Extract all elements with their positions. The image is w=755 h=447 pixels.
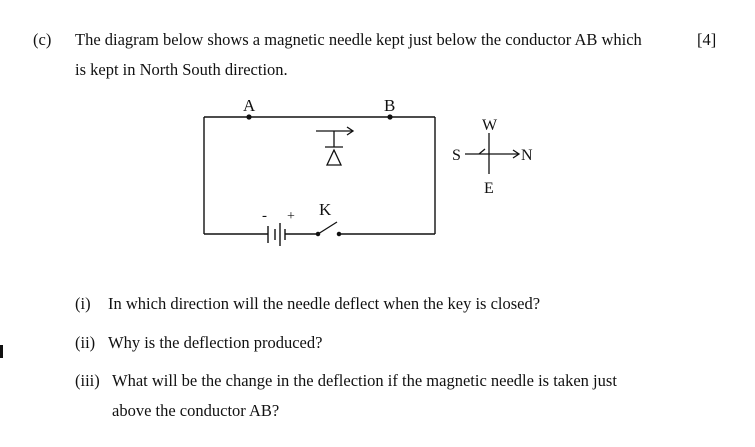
sub-question-3-continuation: above the conductor AB? [112,401,280,420]
sub-question-3-text: What will be the change in the deflection if the magnetic needle is taken just [112,371,617,390]
point-a-marker [246,114,251,119]
compass-east-label: E [484,180,494,197]
marks-badge: [4] [697,30,717,49]
compass-north-label: N [521,147,533,164]
sub-question-2-text: Why is the deflection produced? [108,333,323,352]
battery-plus-label: + [287,209,295,224]
sub-question-2-number: (ii) [75,333,96,352]
key-switch-icon [316,222,340,236]
compass-rose-icon [465,133,519,174]
magnetic-needle-icon [316,127,353,165]
question-line-2: is kept in North South direction. [75,60,288,79]
sub-question-1-text: In which direction will the needle deflect when the key is closed? [108,294,541,313]
sub-question-1-number: (i) [75,294,91,313]
key-label: K [319,200,332,219]
point-b-label: B [384,96,396,115]
compass-west-label: W [482,117,498,134]
point-a-label: A [243,96,256,115]
compass-south-label: S [452,147,461,164]
battery-minus-label: - [262,208,267,224]
question-line-1: The diagram below shows a magnetic needle kept just below the conductor AB which [75,30,642,49]
margin-mark [0,345,3,358]
sub-question-3-number: (iii) [75,371,100,390]
point-b-marker [387,114,392,119]
question-label: (c) [33,30,52,49]
battery-icon [268,223,285,246]
